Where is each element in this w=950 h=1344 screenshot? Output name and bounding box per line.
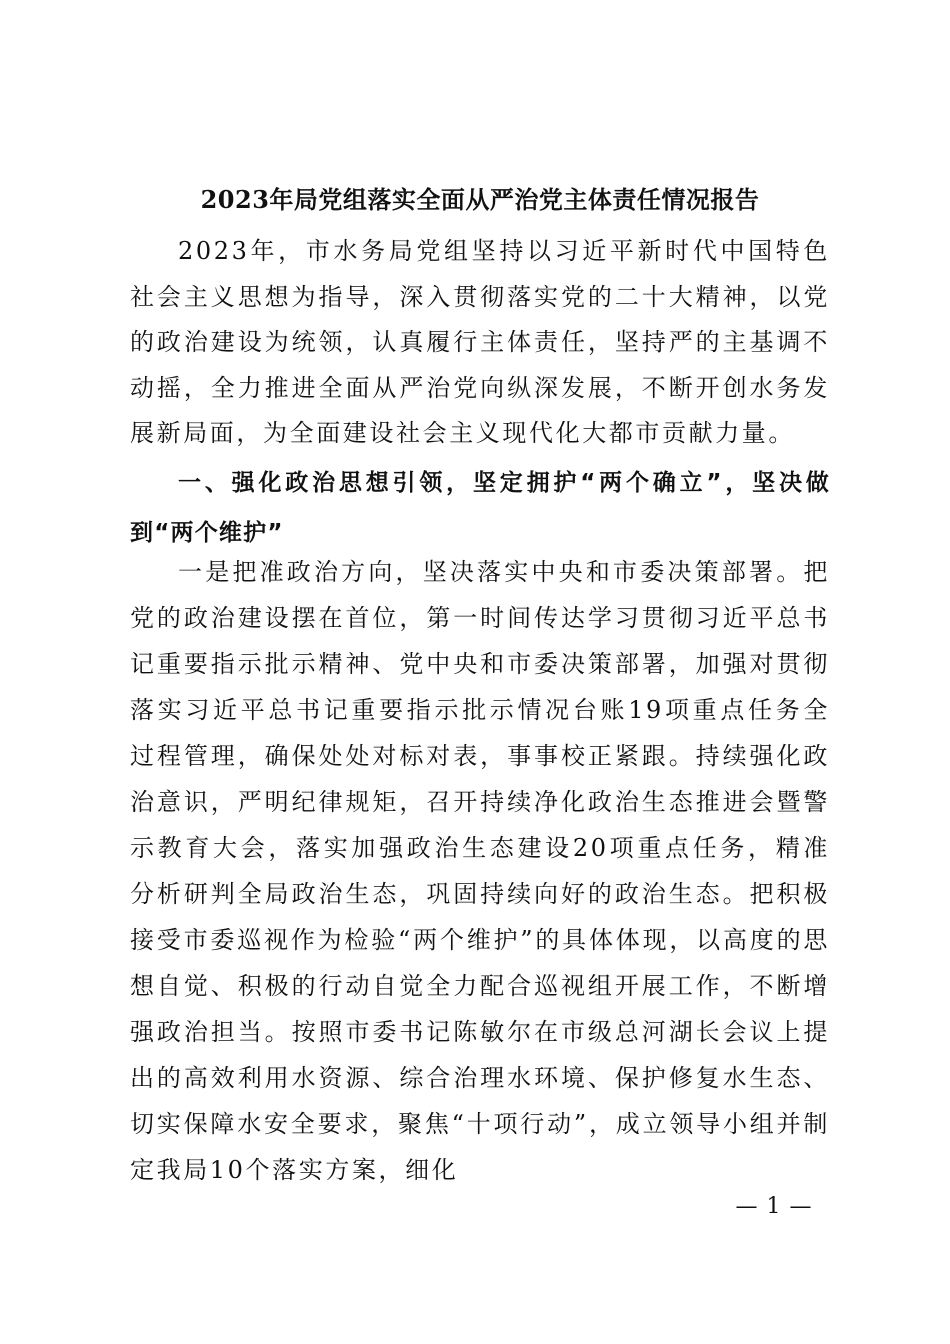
intro-paragraph: 2023年，市水务局党组坚持以习近平新时代中国特色社会主义思想为指导，深入贯彻落实党的二十大精神，以党的政治建设为统领，认真履行主体责任，坚持严的主基调不动摇，全力推进全面从严治党向纵深发展，不断开创水务发展新局面，为全面建设社会主义现代化大都市贡献力量。 <box>130 237 830 447</box>
section-paragraph: 一是把准政治方向，坚决落实中央和市委决策部署。把党的政治建设摆在首位，第一时间传达学习贯彻习近平总书记重要指示批示精神、党中央和市委决策部署，加强对贯彻落实习近平总书记重要指示批示情况台账19项重点任务全过程管理，确保处处对标对表，事事校正紧跟。持续强化政治意识，严明纪律规矩，召开持续净化政治生态推进会暨警示教育大会，落实加强政治生态建设20项重点任务，精准分析研判全局政治生态，巩固持续向好的政治生态。把积极接受市委巡视作为检验“两个维护”的具体体现，以高度的思想自觉、积极的行动自觉全力配合巡视组开展工作，不断增强政治担当。按照市委书记陈敏尔在市级总河湖长会议上提出的高效利用水资源、综合治理水环境、保护修复水生态、切实保障水安全要求，聚焦“十项行动”，成立领导小组并制定我局10个落实方案，细化 <box>130 558 830 1184</box>
section-heading: 一、强化政治思想引领，坚定拥护“两个确立”，坚决做到“两个维护” <box>130 470 830 546</box>
document-title: 2023年局党组落实全面从严治党主体责任情况报告 <box>200 185 760 214</box>
page-number: — 1 — <box>735 1194 813 1219</box>
